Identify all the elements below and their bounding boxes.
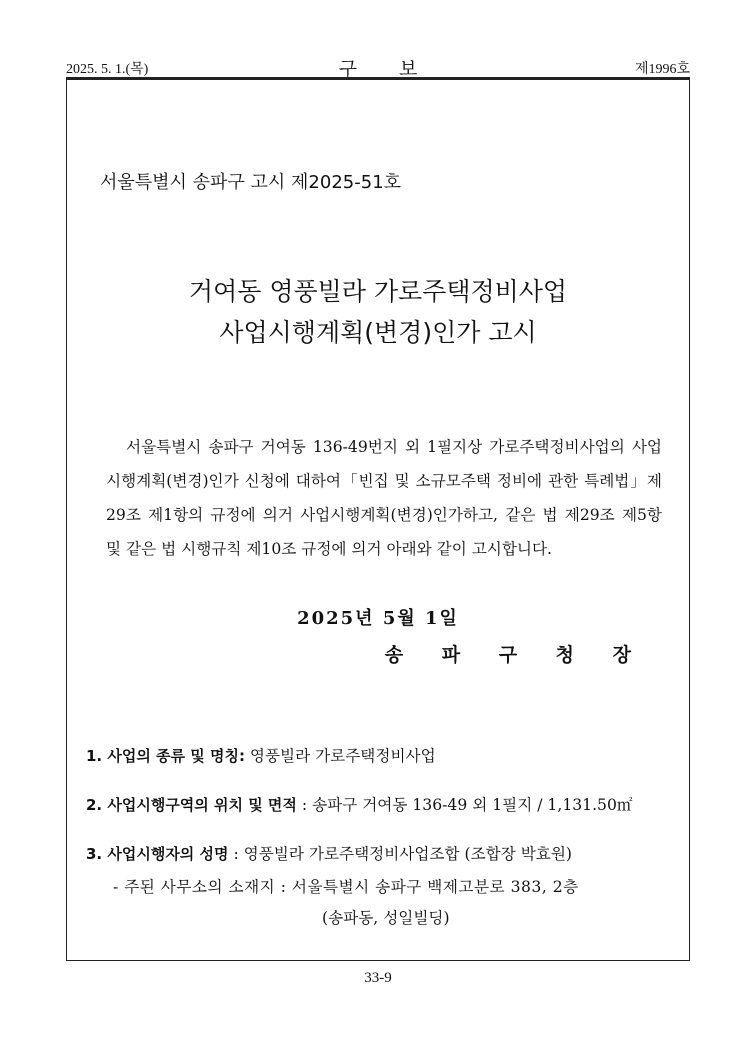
notice-date: 2025년 5월 1일: [297, 608, 459, 629]
item-project-type: [86, 744, 436, 766]
notice-title-line1: 거여동 영풍빌라 가로주택정비사업: [188, 277, 568, 306]
office-address-line1: - 주된 사무소의 소재지 : 서울특별시 송파구 백제고분로 383, 2층: [113, 878, 579, 896]
item-value: : 송파구 거여동 136-49 외 1필지 / 1,131.50㎡: [296, 796, 633, 814]
office-address-line2: (송파동, 성일빌딩): [322, 909, 450, 927]
notice-signer: 송 파 구 청 장: [384, 644, 647, 666]
item-label: 1. 사업의 종류 및 명칭:: [86, 747, 245, 765]
notice-body: 서울특별시 송파구 거여동 136-49번지 외 1필지상 가로주택정비사업의 사업시행계획(변경)인가 신청에 대하여「빈집 및 소규모주택 정비에 관한 특례법」제29조 제1항의 규정에 의거 사업시행계획(변경)인가하고, 같은 법 제29조 제5항 및 같은 법 시행규칙 제10조 규정에 의거 아래와 같이 고시합니다.: [106, 438, 662, 558]
gazette-issue-number: 제1996호: [634, 62, 690, 77]
item-label: 2. 사업시행구역의 위치 및 면적: [86, 796, 297, 814]
item-value: : 영풍빌라 가로주택정비사업조합 (조합장 박효원): [228, 845, 572, 863]
gazette-title: 구 보: [338, 58, 436, 80]
item-label: 3. 사업시행자의 성명: [86, 845, 229, 863]
page-number: 33-9: [364, 970, 392, 986]
notice-title-line2: 사업시행계획(변경)인가 고시: [219, 318, 537, 347]
item-project-location: [86, 793, 632, 815]
notice-number: 서울특별시 송파구 고시 제2025-51호: [100, 172, 402, 193]
item-value: 영풍빌라 가로주택정비사업: [244, 747, 436, 765]
item-project-operator: [86, 842, 572, 864]
gazette-date: 2025. 5. 1.(목): [66, 62, 149, 77]
